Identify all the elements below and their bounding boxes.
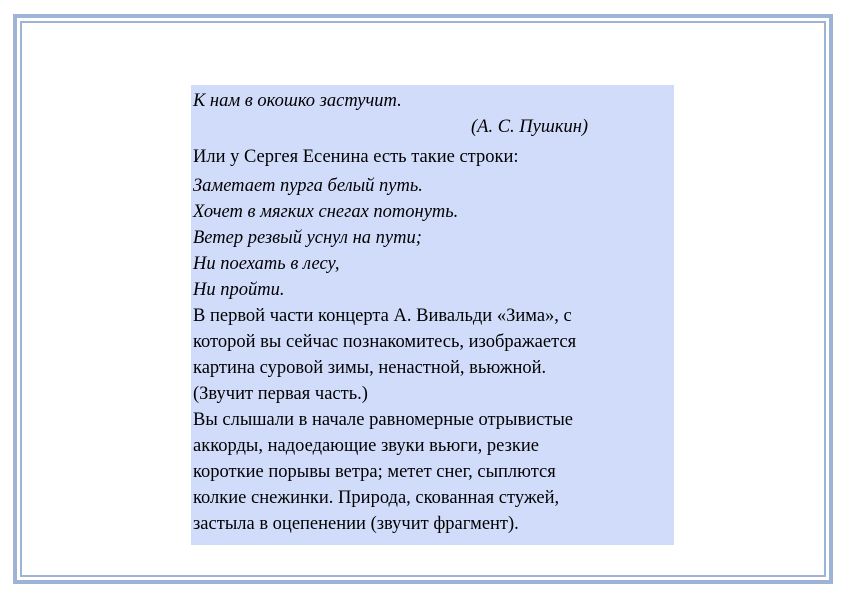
esenin-poem-line: Ни пройти.	[193, 280, 285, 300]
esenin-poem-line: Ветер резвый уснул на пути;	[193, 228, 422, 248]
pushkin-poem-line: К нам в окошко застучит.	[193, 91, 402, 111]
esenin-intro: Или у Сергея Есенина есть такие строки:	[193, 147, 519, 167]
esenin-poem-line: Хочет в мягких снегах потонуть.	[193, 202, 459, 222]
esenin-poem-line: Заметает пурга белый путь.	[193, 176, 423, 196]
description-paragraph-line: короткие порывы ветра; метет снег, сыплются	[193, 462, 556, 482]
description-paragraph-line: Вы слышали в начале равномерные отрывистые	[193, 410, 574, 430]
esenin-poem-line: Ни поехать в лесу,	[193, 254, 340, 274]
vivaldi-paragraph-line: которой вы сейчас познакомитесь, изображается	[193, 332, 577, 352]
vivaldi-paragraph-line: В первой части концерта А. Вивальди «Зима», с	[193, 306, 572, 326]
vivaldi-paragraph-line: (Звучит первая часть.)	[193, 384, 368, 404]
text-box	[191, 85, 674, 545]
description-paragraph-line: аккорды, надоедающие звуки вьюги, резкие	[193, 436, 539, 456]
description-paragraph-line: застыла в оцепенении (звучит фрагмент).	[193, 514, 519, 534]
description-paragraph-line: колкие снежинки. Природа, скованная стужей,	[193, 488, 560, 508]
vivaldi-paragraph-line: картина суровой зимы, ненастной, вьюжной.	[193, 358, 547, 378]
pushkin-attribution: (А. С. Пушкин)	[471, 117, 589, 137]
